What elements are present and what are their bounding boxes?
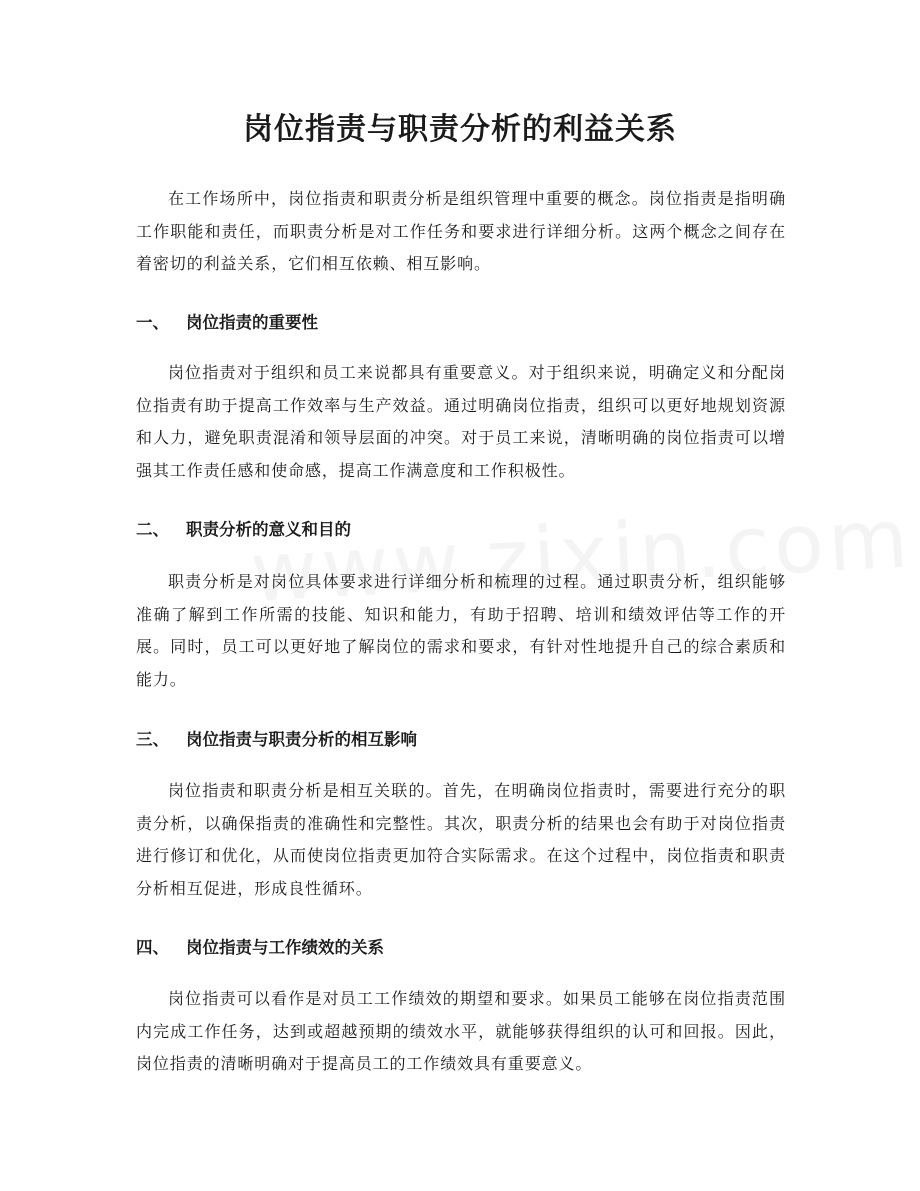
section-title: 职责分析的意义和目的 (186, 520, 351, 539)
section-body-1: 岗位指责对于组织和员工来说都具有重要意义。对于组织来说，明确定义和分配岗位指责有助于提高工作效率与生产效益。通过明确岗位指责，组织可以更好地规划资源和人力，避免职责混淆和领导层面的冲突。对于员工来说，清晰明确的岗位指责可以增强其工作责任感和使命感，提高工作满意度和工作积极性。 (136, 363, 786, 480)
section-number: 一、 (136, 313, 169, 332)
section-title: 岗位指责与工作绩效的关系 (186, 938, 384, 957)
section-number: 三、 (136, 730, 169, 749)
section-title: 岗位指责与职责分析的相互影响 (186, 730, 417, 749)
section-body-4: 岗位指责可以看作是对员工工作绩效的期望和要求。如果员工能够在岗位指责范围内完成工作任务，达到或超越预期的绩效水平，就能够获得组织的认可和回报。因此，岗位指责的清晰明确对于提高员工的工作绩效具有重要意义。 (136, 989, 786, 1073)
section-body-3: 岗位指责和职责分析是相互关联的。首先，在明确岗位指责时，需要进行充分的职责分析，以确保指责的准确性和完整性。其次，职责分析的结果也会有助于对岗位指责进行修订和优化，从而使岗位指责更加符合实际需求。在这个过程中，岗位指责和职责分析相互促进，形成良性循环。 (136, 781, 786, 898)
section-number: 二、 (136, 520, 169, 539)
section-title: 岗位指责的重要性 (186, 313, 318, 332)
section-body-2: 职责分析是对岗位具体要求进行详细分析和梳理的过程。通过职责分析，组织能够准确了解到工作所需的技能、知识和能力，有助于招聘、培训和绩效评估等工作的开展。同时，员工可以更好地了解岗位的需求和要求，有针对性地提升自己的综合素质和能力。 (136, 572, 786, 689)
section-heading-4 (136, 935, 786, 961)
section-heading-2 (136, 517, 786, 543)
section-heading-3 (136, 727, 786, 753)
section-number: 四、 (136, 938, 169, 957)
document-title: 岗位指责与职责分析的利益关系 (243, 112, 677, 147)
intro-paragraph: 在工作场所中，岗位指责和职责分析是组织管理中重要的概念。岗位指责是指明确工作职能和责任，而职责分析是对工作任务和要求进行详细分析。这两个概念之间存在着密切的利益关系，它们相互依赖、相互影响。 (136, 189, 786, 273)
section-heading-1 (136, 310, 786, 336)
